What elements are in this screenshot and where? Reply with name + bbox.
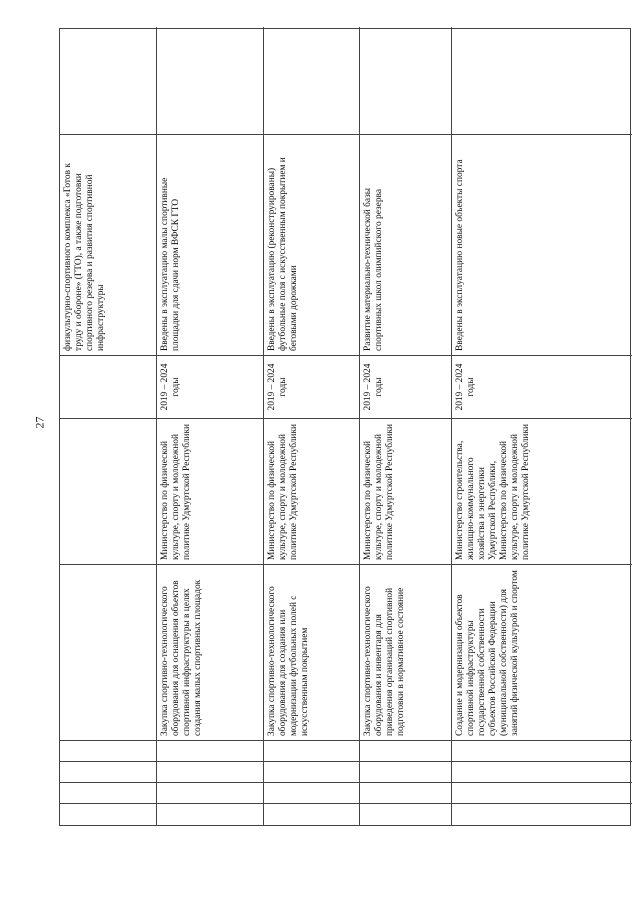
table-row: [60, 27, 156, 825]
extra-cell: [264, 27, 359, 135]
period-cell: 2019 – 2024 годы: [452, 356, 632, 419]
index-cell-2: [157, 783, 263, 804]
result-cell: Введены в эксплуатацию (реконструированы) футбольные поля с искусственным покрытием и беговыми дорожками: [264, 135, 359, 356]
index-cell-3: [360, 762, 451, 783]
table-row: [451, 27, 632, 825]
page-number: 27: [32, 416, 47, 429]
executor-cell: Министерство строительства, жилищно-коммунального хозяйства и энергетики Удмуртской Республики, Министерство по физической культуре, спорту и молодежной политике Удмуртской Республики: [452, 419, 632, 565]
measure-name-cell: [60, 565, 156, 741]
measure-name-cell: Закупка спортивно-технологического оборудования и инвентаря для приведения организаций спортивной подготовки в нормативное состояние: [360, 565, 451, 741]
index-cell-1: [60, 804, 156, 825]
index-cell-4: [157, 741, 263, 762]
executor-cell: Министерство по физической культуре, спорту и молодежной политике Удмуртской Республики: [264, 419, 359, 565]
index-cell-2: [60, 783, 156, 804]
index-cell-1: [452, 804, 632, 825]
index-cell-3: [452, 762, 632, 783]
period-cell: 2019 – 2024 годы: [157, 356, 263, 419]
index-cell-2: [264, 783, 359, 804]
result-cell: физкультурно-спортивного комплекса «Готов к труду и обороне» (ГТО), а также подготовки спортивного резерва и развития спортивной инфраструктуры: [60, 135, 156, 356]
index-cell-3: [157, 762, 263, 783]
index-cell-1: [157, 804, 263, 825]
index-cell-2: [360, 783, 451, 804]
index-cell-3: [60, 762, 156, 783]
result-cell: Введены в эксплуатацию новые объекты спорта: [452, 135, 632, 356]
index-cell-1: [360, 804, 451, 825]
measure-name-cell: Закупка спортивно-технологического оборудования для оснащения объектов спортивной инфраструктуры в целях создания малых спортивных площадок: [157, 565, 263, 741]
index-cell-3: [264, 762, 359, 783]
table-row: [359, 27, 451, 825]
result-cell: Развитие материально-технической базы спортивных школ олимпийского резерва: [360, 135, 451, 356]
index-cell-4: [452, 741, 632, 762]
period-cell: 2019 – 2024 годы: [264, 356, 359, 419]
extra-cell: [360, 27, 451, 135]
executor-cell: Министерство по физической культуре, спорту и молодежной политике Удмуртской Республики: [360, 419, 451, 565]
index-cell-1: [264, 804, 359, 825]
measure-name-cell: Создание и модернизация объектов спортивной инфраструктуры государственной собственности субъектов Российской Федерации (муниципальной собственности) для занятий физической культурой и спортом: [452, 565, 632, 741]
measure-name-cell: Закупка спортивно-технологического оборудования для создания или модернизации футбольных полей с искусственным покрытием: [264, 565, 359, 741]
period-cell: [60, 356, 156, 419]
executor-cell: Министерство по физической культуре, спорту и молодежной политике Удмуртской Республики: [157, 419, 263, 565]
extra-cell: [157, 27, 263, 135]
measures-table: [59, 28, 631, 826]
period-cell: 2019 – 2024 годы: [360, 356, 451, 419]
table-row: [263, 27, 359, 825]
index-cell-4: [360, 741, 451, 762]
table-row: [156, 27, 263, 825]
index-cell-4: [60, 741, 156, 762]
extra-cell: [452, 27, 632, 135]
measures-table-content: [59, 28, 631, 826]
result-cell: Введены в эксплуатацию малы спортивные площадки для сдачи норм ВФСК ГТО: [157, 135, 263, 356]
index-cell-4: [264, 741, 359, 762]
index-cell-2: [452, 783, 632, 804]
extra-cell: [60, 27, 156, 135]
executor-cell: [60, 419, 156, 565]
